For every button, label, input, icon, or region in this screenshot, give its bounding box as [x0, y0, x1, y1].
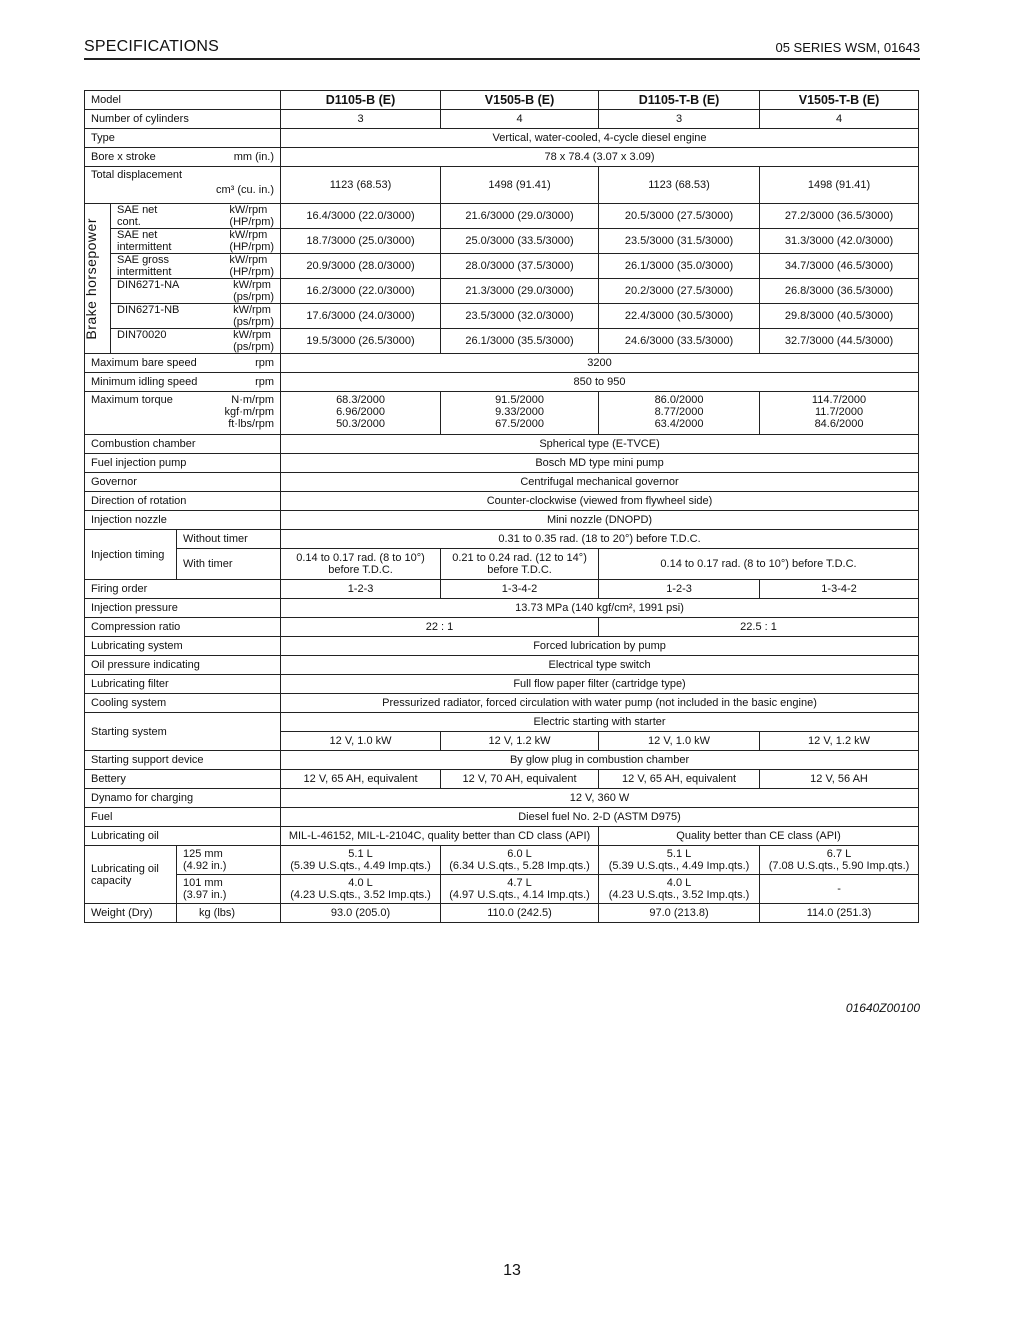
- cell: 12 V, 56 AH: [760, 770, 919, 789]
- cell: [599, 875, 760, 904]
- cell: 1-3-4-2: [760, 580, 919, 599]
- firing-row: [85, 580, 919, 599]
- value: 11.7/2000: [814, 406, 864, 418]
- cell: [760, 392, 919, 435]
- inj-pressure-row: [85, 599, 919, 618]
- value: 4.7 L: [507, 877, 532, 889]
- weight-row: [85, 904, 919, 923]
- sub-label: With timer: [177, 549, 281, 580]
- oil-pressure-row: [85, 656, 919, 675]
- cell: Forced lubrication by pump: [281, 637, 919, 656]
- row-label: Lubricating system: [85, 637, 281, 656]
- value: 84.6/2000: [814, 418, 864, 430]
- document-reference: 05 SERIES WSM, 01643: [775, 40, 920, 55]
- label-text: Maximum torque: [91, 394, 173, 406]
- cell: [441, 392, 599, 435]
- cell: 18.7/3000 (25.0/3000): [281, 229, 441, 254]
- label-text: SAE gross: [117, 254, 169, 266]
- cell: 20.2/3000 (27.5/3000): [599, 279, 760, 304]
- unit: (ps/rpm): [233, 316, 275, 328]
- cell: Electrical type switch: [281, 656, 919, 675]
- cell: 1498 (91.41): [760, 167, 919, 204]
- label-text: DIN70020: [117, 329, 167, 341]
- cell: 12 V, 65 AH, equivalent: [281, 770, 441, 789]
- value: 50.3/2000: [336, 418, 385, 430]
- cell: Quality better than CE class (API): [599, 827, 919, 846]
- label-text: intermittent: [117, 266, 172, 278]
- label-text: DIN6271-NB: [117, 304, 180, 316]
- oil-capacity-row: [85, 875, 919, 904]
- row-label: Dynamo for charging: [85, 789, 281, 808]
- sub-label: Without timer: [177, 530, 281, 549]
- cell: 16.2/3000 (22.0/3000): [281, 279, 441, 304]
- figure-code: 01640Z00100: [845, 1001, 920, 1015]
- row-label: Bettery: [85, 770, 281, 789]
- cell: 28.0/3000 (37.5/3000): [441, 254, 599, 279]
- unit: mm (in.): [233, 151, 275, 163]
- cell: 1123 (68.53): [599, 167, 760, 204]
- value: 91.5/2000: [495, 394, 544, 406]
- unit: (ps/rpm): [233, 341, 275, 353]
- cell: Electric starting with starter: [281, 713, 919, 732]
- row-label: [85, 846, 177, 904]
- pump-row: [85, 454, 919, 473]
- fuel-row: [85, 808, 919, 827]
- bhp-row: [85, 254, 919, 279]
- cell: 22.5 : 1: [599, 618, 919, 637]
- nozzle-row: [85, 511, 919, 530]
- label-text: (4.92 in.): [183, 860, 227, 872]
- cell: 12 V, 65 AH, equivalent: [599, 770, 760, 789]
- cell: 17.6/3000 (24.0/3000): [281, 304, 441, 329]
- idle-speed-row: [85, 373, 919, 392]
- cell: 4: [760, 110, 919, 129]
- row-label: Combustion chamber: [85, 435, 281, 454]
- cell: 26.1/3000 (35.5/3000): [441, 329, 599, 354]
- unit: (HP/rpm): [229, 216, 275, 228]
- cell: 13.73 MPa (140 kgf/cm², 1991 psi): [281, 599, 919, 618]
- unit: kW/rpm: [229, 254, 268, 266]
- unit: ft·lbs/rpm: [228, 418, 275, 430]
- label-text: 101 mm: [183, 877, 223, 889]
- row-label: Fuel: [85, 808, 281, 827]
- cell: 0.14 to 0.17 rad. (8 to 10°) before T.D.C.: [281, 549, 441, 580]
- cell: By glow plug in combustion chamber: [281, 751, 919, 770]
- unit: rpm: [255, 376, 275, 388]
- cell: 26.1/3000 (35.0/3000): [599, 254, 760, 279]
- unit: (HP/rpm): [229, 241, 275, 253]
- cell: [281, 875, 441, 904]
- cell: 3: [281, 110, 441, 129]
- type-row: [85, 129, 919, 148]
- displacement-row: [85, 167, 919, 204]
- bore-row: [85, 148, 919, 167]
- governor-row: [85, 473, 919, 492]
- bhp-row: [85, 329, 919, 354]
- model-header: V1505-T-B (E): [760, 91, 919, 110]
- sub-label: [177, 875, 281, 904]
- cell: Full flow paper filter (cartridge type): [281, 675, 919, 694]
- cell: [599, 392, 760, 435]
- cell: 22.4/3000 (30.5/3000): [599, 304, 760, 329]
- page-header: [84, 36, 920, 60]
- rotation-row: [85, 492, 919, 511]
- page-number: 13: [503, 1262, 521, 1279]
- page-title: SPECIFICATIONS: [84, 38, 219, 55]
- value: 5.1 L: [348, 848, 373, 860]
- label-text: (3.97 in.): [183, 889, 227, 901]
- row-label: Injection timing: [85, 530, 177, 580]
- row-label: Fuel injection pump: [85, 454, 281, 473]
- cell: 3200: [281, 354, 919, 373]
- row-label: Starting support device: [85, 751, 281, 770]
- row-label: Direction of rotation: [85, 492, 281, 511]
- cell: [441, 846, 599, 875]
- label-text: cont.: [117, 216, 141, 228]
- torque-row: [85, 392, 919, 435]
- value: 68.3/2000: [336, 394, 385, 406]
- unit: N·m/rpm: [231, 394, 275, 406]
- group-label-text: Brake horsepower: [83, 217, 99, 340]
- row-label: [111, 304, 281, 329]
- cell: 1-2-3: [281, 580, 441, 599]
- cell: 22 : 1: [281, 618, 599, 637]
- label-text: Maximum bare speed: [91, 357, 197, 369]
- cell: 0.31 to 0.35 rad. (18 to 20°) before T.D.C.: [281, 530, 919, 549]
- lube-oil-row: [85, 827, 919, 846]
- cell: 16.4/3000 (22.0/3000): [281, 204, 441, 229]
- bhp-group-label: [85, 204, 111, 354]
- unit: kW/rpm: [229, 229, 268, 241]
- cell: 21.6/3000 (29.0/3000): [441, 204, 599, 229]
- lube-system-row: [85, 637, 919, 656]
- cell: 93.0 (205.0): [281, 904, 441, 923]
- cell: 12 V, 70 AH, equivalent: [441, 770, 599, 789]
- row-label: [111, 254, 281, 279]
- cell: Diesel fuel No. 2-D (ASTM D975): [281, 808, 919, 827]
- cell: Pressurized radiator, forced circulation with water pump (not included in the basic engine): [281, 694, 919, 713]
- value: (4.97 U.S.qts., 4.14 Imp.qts.): [449, 889, 590, 901]
- row-label: Starting system: [85, 713, 281, 751]
- value: 9.33/2000: [495, 406, 544, 418]
- oil-capacity-row: [85, 846, 919, 875]
- value: 6.7 L: [826, 848, 852, 860]
- cell: 12 V, 360 W: [281, 789, 919, 808]
- label-text: Minimum idling speed: [91, 376, 198, 388]
- value: 4.0 L: [348, 877, 373, 889]
- cell: 19.5/3000 (26.5/3000): [281, 329, 441, 354]
- battery-row: [85, 770, 919, 789]
- cell: 850 to 950: [281, 373, 919, 392]
- row-label: Lubricating filter: [85, 675, 281, 694]
- value: 6.0 L: [507, 848, 532, 860]
- cylinders-row: [85, 110, 919, 129]
- cell: [760, 846, 919, 875]
- value: (5.39 U.S.qts., 4.49 Imp.qts.): [608, 860, 750, 872]
- label-text: capacity: [91, 874, 132, 887]
- cell: [281, 392, 441, 435]
- unit: kW/rpm: [233, 279, 271, 291]
- cell: 0.14 to 0.17 rad. (8 to 10°) before T.D.C.: [599, 549, 919, 580]
- cell: [441, 875, 599, 904]
- cell: 20.5/3000 (27.5/3000): [599, 204, 760, 229]
- row-label: Cooling system: [85, 694, 281, 713]
- row-label: [85, 373, 281, 392]
- label-text: SAE net: [117, 204, 158, 216]
- unit: kW/rpm: [233, 304, 271, 316]
- cell: 32.7/3000 (44.5/3000): [760, 329, 919, 354]
- label-text: intermittent: [117, 241, 172, 253]
- row-label: Injection pressure: [85, 599, 281, 618]
- compression-row: [85, 618, 919, 637]
- cell: 1-2-3: [599, 580, 760, 599]
- cell: Spherical type (E-TVCE): [281, 435, 919, 454]
- cell: 0.21 to 0.24 rad. (12 to 14°) before T.D.C.: [441, 549, 599, 580]
- row-label: Compression ratio: [85, 618, 281, 637]
- model-header: V1505-B (E): [441, 91, 599, 110]
- cell: Vertical, water-cooled, 4-cycle diesel engine: [281, 129, 919, 148]
- cell: 23.5/3000 (32.0/3000): [441, 304, 599, 329]
- model-header: D1105-T-B (E): [599, 91, 760, 110]
- cell: Counter-clockwise (viewed from flywheel side): [281, 492, 919, 511]
- row-label: Firing order: [85, 580, 281, 599]
- cooling-row: [85, 694, 919, 713]
- value: 114.7/2000: [811, 394, 867, 406]
- cell: 4: [441, 110, 599, 129]
- unit: (HP/rpm): [229, 266, 275, 278]
- value: (7.08 U.S.qts., 5.90 Imp.qts.): [768, 860, 910, 872]
- unit: kW/rpm: [233, 329, 271, 341]
- cell: 1498 (91.41): [441, 167, 599, 204]
- cell: 23.5/3000 (31.5/3000): [599, 229, 760, 254]
- cell: [760, 875, 919, 904]
- cell: Bosch MD type mini pump: [281, 454, 919, 473]
- row-label: Weight (Dry): [85, 904, 177, 923]
- row-label: Model: [85, 91, 281, 110]
- model-row: [85, 91, 919, 110]
- unit: (ps/rpm): [233, 291, 275, 303]
- cell: 110.0 (242.5): [441, 904, 599, 923]
- cell: 34.7/3000 (46.5/3000): [760, 254, 919, 279]
- sub-label: [177, 846, 281, 875]
- bhp-row: [85, 229, 919, 254]
- value: (6.34 U.S.qts., 5.28 Imp.qts.): [449, 860, 590, 872]
- row-label: Governor: [85, 473, 281, 492]
- row-label: [85, 167, 281, 204]
- start-support-row: [85, 751, 919, 770]
- cell: [599, 846, 760, 875]
- combustion-row: [85, 435, 919, 454]
- row-label: [111, 329, 281, 354]
- cell: 12 V, 1.0 kW: [281, 732, 441, 751]
- bhp-row: [85, 279, 919, 304]
- cell: 78 x 78.4 (3.07 x 3.09): [281, 148, 919, 167]
- cell: 20.9/3000 (28.0/3000): [281, 254, 441, 279]
- value: -: [837, 883, 841, 895]
- cell: [281, 846, 441, 875]
- max-speed-row: [85, 354, 919, 373]
- starting-row: [85, 713, 919, 732]
- label-text: Bore x stroke: [91, 151, 156, 163]
- value: 63.4/2000: [654, 418, 704, 430]
- row-label: [111, 204, 281, 229]
- cell: 21.3/3000 (29.0/3000): [441, 279, 599, 304]
- value: 5.1 L: [666, 848, 692, 860]
- model-header: D1105-B (E): [281, 91, 441, 110]
- cell: 12 V, 1.0 kW: [599, 732, 760, 751]
- timing-without-row: [85, 530, 919, 549]
- bhp-row: [85, 304, 919, 329]
- row-label: [85, 354, 281, 373]
- value: 86.0/2000: [654, 394, 704, 406]
- cell: 12 V, 1.2 kW: [760, 732, 919, 751]
- row-label: Number of cylinders: [85, 110, 281, 129]
- row-label: [111, 279, 281, 304]
- row-label: Lubricating oil: [85, 827, 281, 846]
- unit: kW/rpm: [229, 204, 268, 216]
- cell: 26.8/3000 (36.5/3000): [760, 279, 919, 304]
- row-label: Type: [85, 129, 281, 148]
- row-label: [85, 148, 281, 167]
- unit: rpm: [255, 357, 275, 369]
- dynamo-row: [85, 789, 919, 808]
- unit: kg (lbs): [177, 904, 281, 923]
- cell: 3: [599, 110, 760, 129]
- label-text: DIN6271-NA: [117, 279, 180, 291]
- cell: 114.0 (251.3): [760, 904, 919, 923]
- cell: 29.8/3000 (40.5/3000): [760, 304, 919, 329]
- row-label: [85, 392, 281, 435]
- value: 67.5/2000: [495, 418, 544, 430]
- cell: 25.0/3000 (33.5/3000): [441, 229, 599, 254]
- timing-with-row: [85, 549, 919, 580]
- value: 8.77/2000: [654, 406, 704, 418]
- unit: cm³ (cu. in.): [215, 184, 275, 196]
- row-label: [111, 229, 281, 254]
- value: (4.23 U.S.qts., 3.52 Imp.qts.): [290, 889, 431, 901]
- specifications-table: [84, 90, 919, 923]
- label-text: SAE net: [117, 229, 158, 241]
- cell: 1-3-4-2: [441, 580, 599, 599]
- cell: 97.0 (213.8): [599, 904, 760, 923]
- cell: 12 V, 1.2 kW: [441, 732, 599, 751]
- label-text: Lubricating oil: [91, 862, 159, 875]
- cell: 24.6/3000 (33.5/3000): [599, 329, 760, 354]
- bhp-row: [85, 204, 919, 229]
- cell: Centrifugal mechanical governor: [281, 473, 919, 492]
- unit: kgf·m/rpm: [224, 406, 275, 418]
- value: (5.39 U.S.qts., 4.49 Imp.qts.): [290, 860, 431, 872]
- value: (4.23 U.S.qts., 3.52 Imp.qts.): [608, 889, 750, 901]
- cell: Mini nozzle (DNOPD): [281, 511, 919, 530]
- value: 6.96/2000: [336, 406, 385, 418]
- cell: 31.3/3000 (42.0/3000): [760, 229, 919, 254]
- label-text: Total displacement: [91, 169, 183, 181]
- row-label: Injection nozzle: [85, 511, 281, 530]
- cell: MIL-L-46152, MIL-L-2104C, quality better than CD class (API): [281, 827, 599, 846]
- lube-filter-row: [85, 675, 919, 694]
- cell: 27.2/3000 (36.5/3000): [760, 204, 919, 229]
- label-text: 125 mm: [183, 848, 223, 860]
- value: 4.0 L: [666, 877, 692, 889]
- cell: 1123 (68.53): [281, 167, 441, 204]
- row-label: Oil pressure indicating: [85, 656, 281, 675]
